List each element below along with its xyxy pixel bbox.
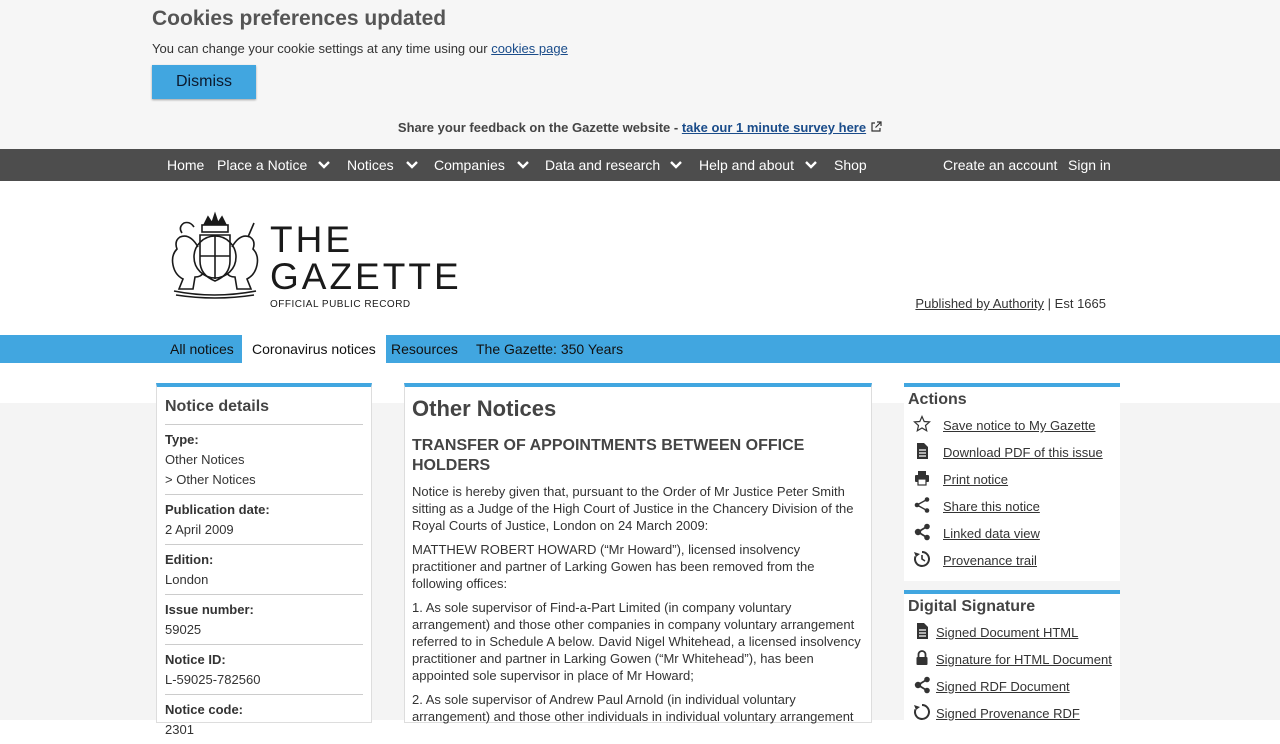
nav-shop[interactable]: Shop [834,157,867,173]
feedback-text: Share your feedback on the Gazette website - [397,120,679,135]
print-notice-link[interactable]: Print notice [943,472,1009,487]
detail-issue-number [165,595,363,645]
logo-tagline: OFFICIAL PUBLIC RECORD [270,299,411,310]
action-linked-data[interactable] [908,523,1116,550]
nav-help-and-about[interactable]: Help and about [699,157,794,173]
detail-value: 59025 [165,622,202,637]
authority-separator: | [1044,296,1055,311]
provenance-icon [913,703,931,721]
notice-content [404,383,872,723]
action-print[interactable] [908,469,1116,496]
published-by-authority-link[interactable]: Published by Authority [915,296,1045,311]
notice-paragraph: 1. As sole supervisor of Find-a-Part Limited (in company voluntary arrangement) and those other companies in company voluntary arrangement referred to in Schedule A below. David Nigel Whitehead, a licensed insolvency practitioner and partner in Larking Gowen (“Mr Whitehead”), has been appointed sole supervisor in place of Mr Howard; [412,600,861,683]
action-download[interactable] [908,442,1116,469]
royal-crest-icon [168,211,262,297]
nav-notices[interactable]: Notices [347,157,394,173]
notice-details-title: Notice details [165,398,363,425]
sign-in-link[interactable]: Sign in [1068,157,1111,173]
save-notice-link[interactable]: Save notice to My Gazette [943,418,1096,433]
notice-title: TRANSFER OF APPOINTMENTS BETWEEN OFFICE HOLDERS [412,437,805,474]
notice-paragraph: MATTHEW ROBERT HOWARD (“Mr Howard”), licensed insolvency practitioner and partner of Larking Gowen has been removed from the following offices: [412,542,815,591]
survey-link[interactable]: take our 1 minute survey here [681,120,867,135]
chevron-down-icon[interactable] [805,161,817,169]
tab-gazette-350-years[interactable]: The Gazette: 350 Years [476,341,624,357]
nav-companies[interactable]: Companies [434,157,505,173]
notice-paragraph: 2. As sole supervisor of Andrew Paul Arnold (in individual voluntary arrangement) and those other individuals in individual voluntary arrangement [412,692,854,724]
action-signature-html[interactable] [908,649,1116,676]
feedback-bar [0,120,1280,135]
tab-all-notices[interactable]: All notices [170,341,234,357]
action-provenance[interactable] [908,550,1116,577]
linked-data-icon [913,676,931,694]
action-share[interactable] [908,496,1116,523]
external-link-icon [870,121,882,133]
tab-coronavirus-notices[interactable]: Coronavirus notices [242,335,386,363]
lock-icon [913,649,931,667]
detail-label: Type: [165,432,199,447]
detail-notice-id [165,645,363,695]
section-navigation [0,335,1280,363]
detail-value: 2301 [165,722,194,737]
action-signed-html[interactable] [908,622,1116,649]
signature-html-link[interactable]: Signature for HTML Document [936,652,1112,667]
notice-type-heading: Other Notices [412,396,557,421]
actions-sidebar [904,383,1120,734]
tab-resources[interactable]: Resources [391,341,458,357]
notice-details-panel [156,383,372,737]
action-save[interactable] [908,415,1116,442]
provenance-trail-link[interactable]: Provenance trail [943,553,1037,568]
cookie-message [152,41,568,56]
detail-label: Publication date: [165,502,270,517]
detail-value: Other Notices [165,452,245,467]
detail-value: 2 April 2009 [165,522,234,537]
top-navigation [0,149,1280,181]
cookie-title: Cookies preferences updated [152,7,447,30]
logo-text-the: THE [270,219,353,260]
detail-value: London [165,572,209,587]
detail-value: > Other Notices [165,472,256,487]
provenance-icon [913,550,931,568]
document-icon [913,442,931,460]
linked-data-link[interactable]: Linked data view [943,526,1040,541]
detail-label: Notice code: [165,702,244,717]
chevron-down-icon[interactable] [406,161,418,169]
cookie-banner [0,0,1280,149]
chevron-down-icon[interactable] [517,161,529,169]
document-icon [913,622,931,640]
publication-authority [915,296,1106,311]
chevron-down-icon[interactable] [670,161,682,169]
chevron-down-icon[interactable] [318,161,330,169]
linked-data-icon [913,523,931,541]
notice-paragraph: Notice is hereby given that, pursuant to the Order of Mr Justice Peter Smith sitting as a Judge of the High Court of Justice in the Chancery Division of the Royal Courts of Justice, London on 24 March 2009: [412,484,854,533]
established-text: Est 1665 [1054,296,1106,311]
logo-text-gazette: GAZETTE [270,256,462,297]
detail-edition [165,545,363,595]
detail-type [165,425,363,495]
signed-provenance-link[interactable]: Signed Provenance RDF [936,706,1080,721]
actions-panel [904,383,1120,581]
action-signed-rdf[interactable] [908,676,1116,703]
printer-icon [913,469,931,487]
dismiss-button[interactable]: Dismiss [152,65,256,99]
digital-signature-title: Digital Signature [908,598,1036,615]
actions-title: Actions [908,391,967,408]
detail-notice-code [165,695,363,744]
detail-value: L-59025-782560 [165,672,261,687]
cookies-page-link[interactable]: cookies page [491,41,568,56]
nav-data-and-research[interactable]: Data and research [545,157,661,173]
star-icon [913,415,931,433]
nav-place-a-notice[interactable]: Place a Notice [217,157,308,173]
create-account-link[interactable]: Create an account [943,157,1058,173]
cookie-text: You can change your cookie settings at any time using our [152,41,488,56]
digital-signature-panel [904,590,1120,734]
nav-home[interactable]: Home [167,157,205,173]
signed-document-html-link[interactable]: Signed Document HTML [936,625,1079,640]
signed-rdf-link[interactable]: Signed RDF Document [936,679,1070,694]
share-notice-link[interactable]: Share this notice [943,499,1040,514]
detail-label: Edition: [165,552,214,567]
detail-label: Issue number: [165,602,254,617]
detail-publication-date [165,495,363,545]
download-pdf-link[interactable]: Download PDF of this issue [943,445,1103,460]
detail-label: Notice ID: [165,652,226,667]
share-icon [913,496,931,514]
action-signed-provenance[interactable] [908,703,1116,730]
